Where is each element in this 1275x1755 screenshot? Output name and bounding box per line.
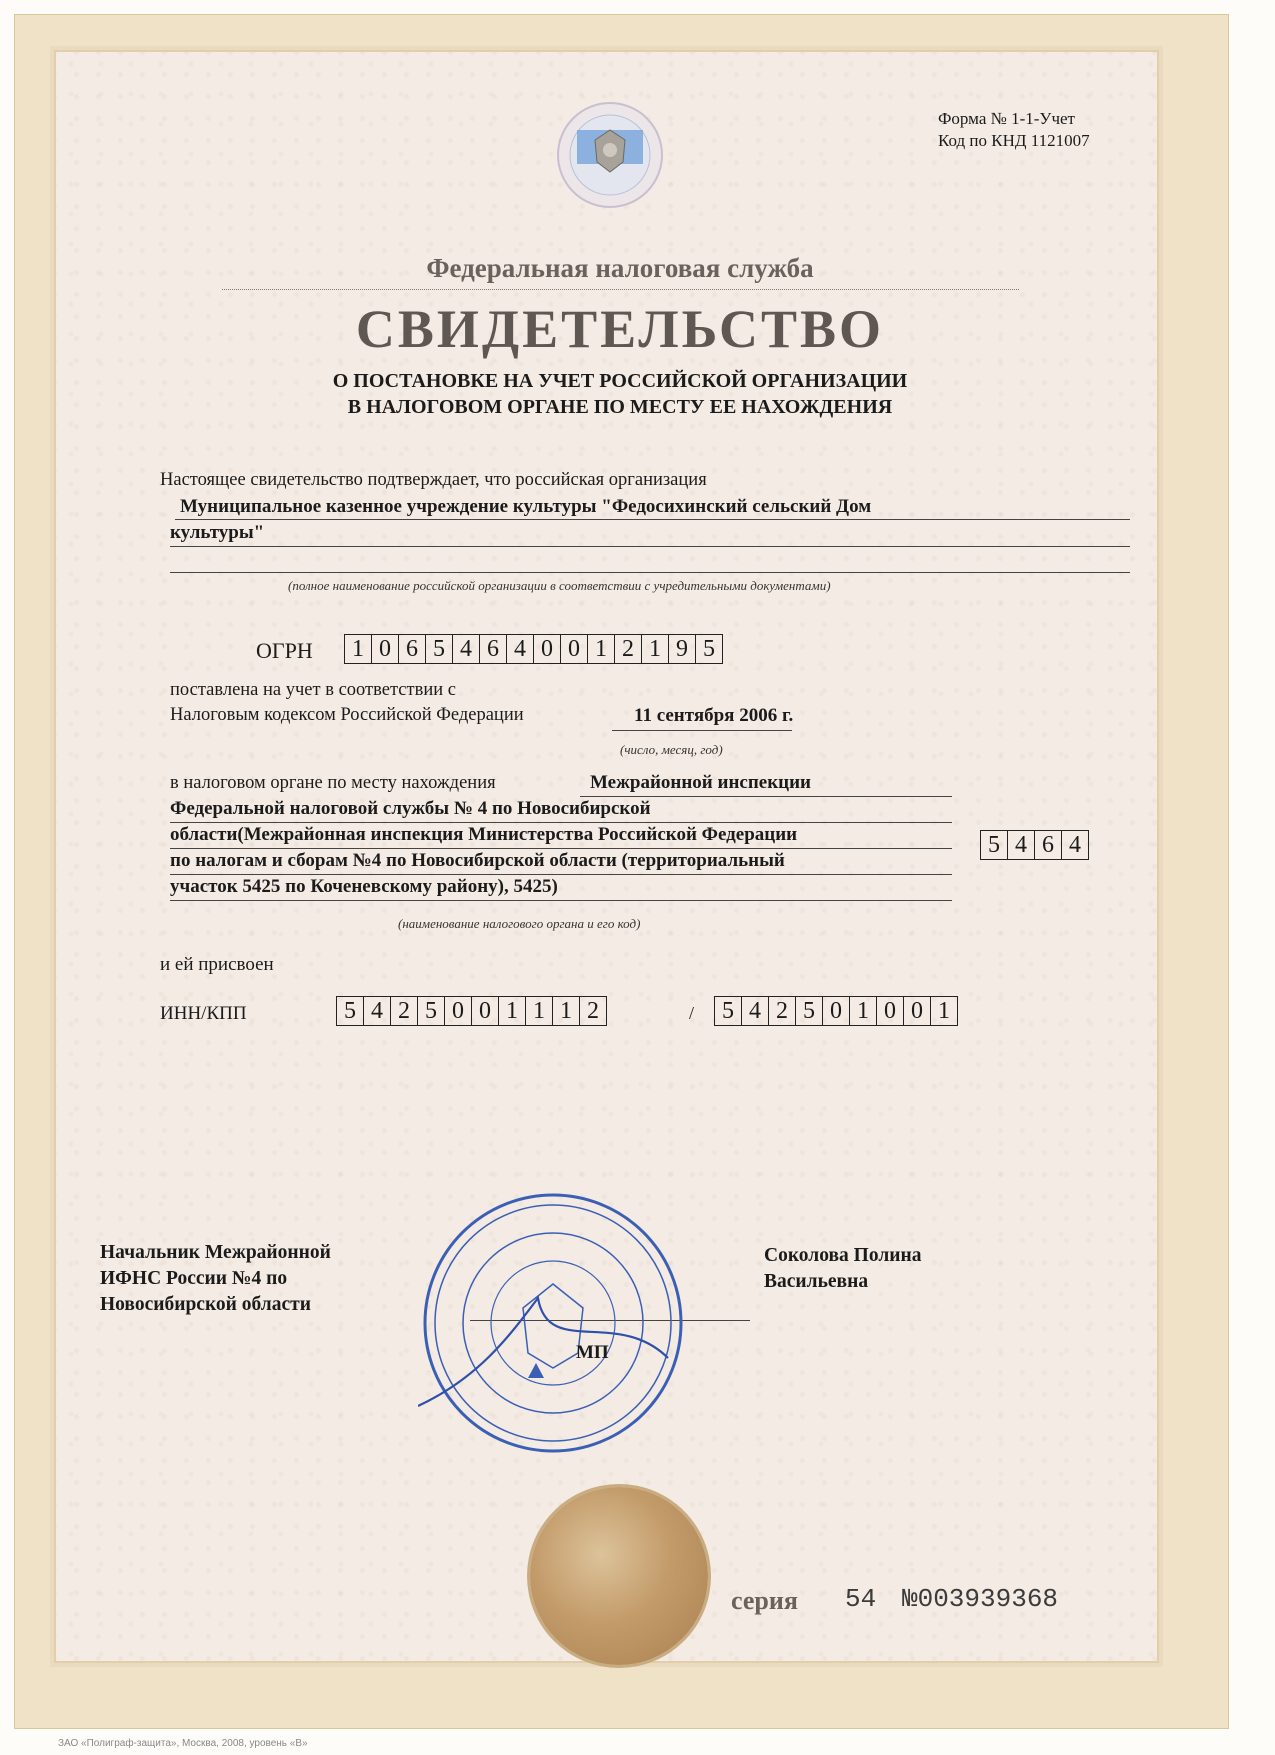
kpp-digit: 1	[938, 998, 950, 1024]
registered-line-2: Налоговым кодексом Российской Федерации	[170, 705, 524, 725]
tax-org-code-digit: 4	[1008, 831, 1035, 859]
tax-org-underline-1	[580, 796, 952, 797]
ogrn-digit: 4	[507, 635, 534, 663]
org-name-underline-3	[170, 572, 1130, 573]
ogrn-digit: 2	[615, 635, 642, 663]
tax-org-prefix: в налоговом органе по месту нахождения	[170, 773, 496, 793]
date-caption: (число, месяц, год)	[620, 742, 723, 757]
knd-code: Код по КНД 1121007	[938, 131, 1090, 150]
signer-position-line-1: Начальник Межрайонной	[100, 1242, 331, 1263]
gold-seal-icon	[530, 1487, 708, 1665]
ogrn-digit: 5	[703, 636, 715, 662]
hologram-emblem-icon	[555, 100, 665, 210]
org-name-line-1: Муниципальное казенное учреждение культуры "Федосихинский сельский Дом	[180, 496, 872, 517]
ogrn-digit: 0	[372, 635, 399, 663]
kpp-digits	[714, 996, 958, 1026]
signer-position-line-3: Новосибирской области	[100, 1294, 311, 1315]
kpp-digit: 0	[823, 997, 850, 1025]
document-subtitle-2: В НАЛОГОВОМ ОРГАНЕ ПО МЕСТУ ЕЕ НАХОЖДЕНИЯ	[347, 396, 893, 418]
kpp-digit: 1	[850, 997, 877, 1025]
form-number: Форма № 1-1-Учет	[938, 109, 1075, 128]
inn-digit: 5	[418, 997, 445, 1025]
tax-org-line-4: по налогам и сборам №4 по Новосибирской области (территориальный	[170, 850, 785, 871]
series-label: серия	[731, 1586, 798, 1615]
serial-number: №003939368	[902, 1584, 1059, 1614]
org-name-underline-2	[170, 546, 1130, 547]
tax-org-underline-5	[170, 900, 952, 901]
tax-org-underline-3	[170, 848, 952, 849]
ogrn-digit: 1	[588, 635, 615, 663]
registered-line-1: поставлена на учет в соответствии с	[170, 680, 456, 700]
assigned-text: и ей присвоен	[160, 954, 274, 975]
kpp-digit: 5	[715, 997, 742, 1025]
tax-org-line-3: области(Межрайонная инспекция Министерства Российской Федерации	[170, 824, 798, 845]
stamp-place-mark: МП	[576, 1342, 609, 1363]
ogrn-digit: 5	[426, 635, 453, 663]
series-value: 54	[845, 1584, 877, 1614]
ogrn-digit: 9	[669, 635, 696, 663]
document-title: СВИДЕТЕЛЬСТВО	[355, 299, 885, 359]
kpp-digit: 0	[877, 997, 904, 1025]
intro-text: Настоящее свидетельство подтверждает, что российская организация	[160, 470, 707, 490]
inn-digits	[336, 996, 607, 1026]
kpp-digit: 0	[904, 997, 931, 1025]
kpp-digit: 5	[796, 997, 823, 1025]
signer-name-line-2: Васильевна	[764, 1271, 869, 1292]
kpp-digit: 4	[742, 997, 769, 1025]
inn-digit: 2	[391, 997, 418, 1025]
signer-position-line-2: ИФНС России №4 по	[100, 1268, 288, 1289]
printer-imprint: ЗАО «Полиграф-защита», Москва, 2008, уровень «В»	[58, 1738, 308, 1749]
tax-org-code-digits	[980, 830, 1089, 860]
inn-digit: 5	[337, 997, 364, 1025]
inn-digit: 0	[445, 997, 472, 1025]
org-name-underline-1	[175, 519, 1130, 520]
ogrn-digit: 6	[480, 635, 507, 663]
inn-digit: 1	[526, 997, 553, 1025]
tax-org-caption: (наименование налогового органа и его код)	[398, 916, 641, 931]
ogrn-digit: 4	[453, 635, 480, 663]
registration-date: 11 сентября 2006 г.	[634, 705, 794, 726]
official-stamp-icon	[418, 1188, 688, 1458]
tax-org-code-digit: 4	[1069, 832, 1081, 858]
inn-digit: 0	[472, 997, 499, 1025]
kpp-digit: 2	[769, 997, 796, 1025]
ogrn-digit: 1	[642, 635, 669, 663]
inn-digit: 2	[587, 998, 599, 1024]
ogrn-digit: 0	[561, 635, 588, 663]
ogrn-digits	[344, 634, 723, 664]
signer-name-line-1: Соколова Полина	[764, 1245, 922, 1266]
agency-underline	[222, 289, 1019, 290]
tax-org-underline-4	[170, 874, 952, 875]
tax-org-line-5: участок 5425 по Коченевскому району), 5425)	[170, 876, 558, 897]
agency-name: Федеральная налоговая служба	[426, 253, 814, 283]
tax-org-line-2: Федеральной налоговой службы № 4 по Новосибирской	[170, 798, 651, 819]
inn-kpp-separator: /	[689, 1003, 695, 1023]
date-underline	[612, 730, 792, 731]
inn-kpp-label: ИНН/КПП	[160, 1003, 247, 1024]
tax-org-line-1: Межрайонной инспекции	[590, 772, 811, 793]
ogrn-digit: 6	[399, 635, 426, 663]
tax-org-code-digit: 5	[981, 831, 1008, 859]
inn-digit: 4	[364, 997, 391, 1025]
inn-digit: 1	[553, 997, 580, 1025]
tax-org-underline-2	[170, 822, 952, 823]
ogrn-digit: 1	[345, 635, 372, 663]
document-subtitle-1: О ПОСТАНОВКЕ НА УЧЕТ РОССИЙСКОЙ ОРГАНИЗАЦИИ	[332, 370, 908, 392]
org-name-line-2: культуры"	[170, 522, 265, 543]
tax-org-code-digit: 6	[1035, 831, 1062, 859]
ogrn-label: ОГРН	[256, 638, 313, 663]
org-name-caption: (полное наименование российской организации в соответствии с учредительными документами)	[288, 578, 831, 593]
inn-digit: 1	[499, 997, 526, 1025]
ogrn-digit: 0	[534, 635, 561, 663]
